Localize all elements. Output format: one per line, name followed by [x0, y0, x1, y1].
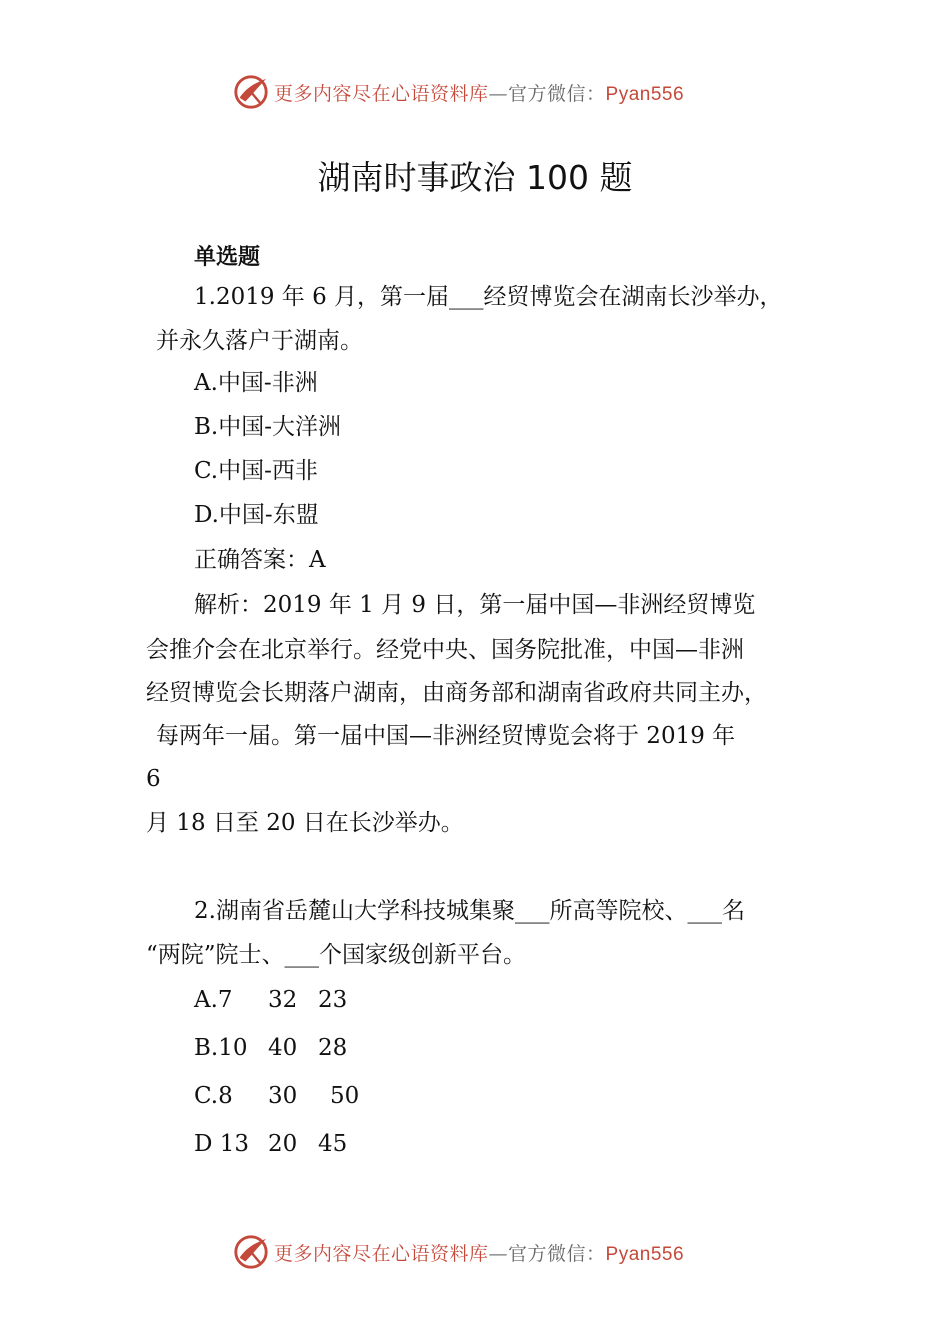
q2-option-d: D 13 20 45 [194, 1131, 348, 1157]
q1-option-d: D.中国-东盟 [194, 502, 319, 528]
banner-text: 更多内容尽在心语资料库—官方微信：Pyan556 [274, 1242, 685, 1265]
q1-stem-line1: 1.2019 年 6 月，第一届___经贸博览会在湖南长沙举办， [194, 284, 783, 310]
q1-option-a: A.中国-非洲 [194, 370, 318, 396]
q2-option-a: A.7 32 23 [194, 987, 348, 1013]
q1-analysis-line: 每两年一届。第一届中国—非洲经贸博览会将于 2019 年 [156, 723, 736, 749]
q1-analysis-line: 解析：2019 年 1 月 9 日，第一届中国—非洲经贸博览 [194, 592, 756, 618]
header-banner [232, 72, 684, 112]
q1-analysis-line: 经贸博览会长期落户湖南，由商务部和湖南省政府共同主办， [146, 680, 767, 706]
q1-option-b: B.中国-大洋洲 [194, 414, 341, 440]
q1-stem-line2: 并永久落户于湖南。 [156, 328, 363, 354]
section-heading: 单选题 [194, 245, 261, 270]
footer-banner [232, 1232, 684, 1272]
brand-logo-icon [232, 1233, 270, 1271]
q2-option-b: B.10 40 28 [194, 1035, 348, 1061]
q2-stem-line1: 2.湖南省岳麓山大学科技城集聚___所高等院校、___名 [194, 898, 745, 924]
q2-stem-line2: “两院”院士、___个国家级创新平台。 [146, 942, 527, 968]
brand-logo-icon [232, 73, 270, 111]
q1-answer: 正确答案：A [194, 547, 326, 573]
q1-option-c: C.中国-西非 [194, 458, 318, 484]
q1-analysis-line: 月 18 日至 20 日在长沙举办。 [146, 810, 464, 836]
q1-analysis-line: 会推介会在北京举行。经党中央、国务院批准，中国—非洲 [146, 637, 744, 663]
q1-analysis-line: 6 [146, 766, 161, 792]
q2-option-c: C.8 30 50 [194, 1083, 360, 1109]
banner-text: 更多内容尽在心语资料库—官方微信：Pyan556 [274, 82, 685, 105]
page-title: 湖南时事政治 100 题 [317, 158, 633, 197]
